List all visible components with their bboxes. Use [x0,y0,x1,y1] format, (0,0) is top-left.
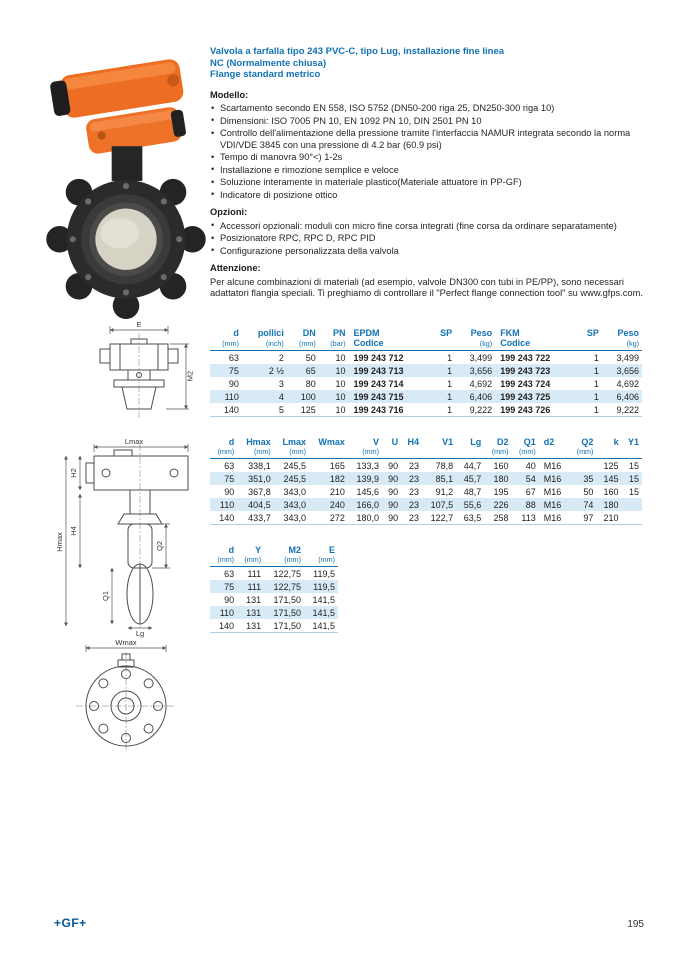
front-view-drawing [84,320,196,434]
table-cell: M16 [539,472,570,485]
table-cell: 240 [309,498,348,511]
table-cell: 195 [493,486,509,497]
column-unit: (mm) [210,338,242,351]
table-cell: 160 [603,486,619,497]
dim-label-q2: Q2 [155,540,164,552]
opzioni-bullet-list [210,221,644,258]
column-unit [596,447,621,459]
table-cell: 75 [210,472,237,485]
column-header: D2 [496,437,509,447]
table-cell: M16 [543,486,562,497]
table-cell: 2 [278,352,284,363]
dim-label-m2: M2 [185,370,195,382]
table-cell: 88 [512,498,539,511]
side-view-drawing [54,436,204,638]
table-cell: 1 [577,390,602,403]
bullet-item: • Tempo di manovra 90°<) 1-2s [210,152,644,164]
table-cell: 6,406 [602,390,642,403]
column-unit [401,447,422,459]
table-cell: 10 [319,403,349,417]
bullet-item: • Scartamento secondo EN 558, ISO 5752 (DN50-200 riga 25, DN250-300 riga 10) [210,103,644,115]
table-cell: 80 [305,378,316,389]
table-cell: 3,656 [602,364,642,377]
dim-label-e: E [136,320,142,329]
table-cell: 180,0 [348,511,382,525]
table-cell: 1 [430,403,455,417]
table-cell: 48,7 [463,486,482,497]
dimensions-table [210,436,642,525]
table-cell: 107,5 [422,498,456,511]
table-cell: 3 [278,378,284,389]
table-cell: 111 [247,568,262,579]
table-cell: 90 [382,511,401,525]
column-unit [577,338,602,351]
column-header: EPDM [353,328,380,338]
table-cell: 90 [228,378,239,389]
table-row [210,351,642,365]
table-cell: 145 [596,472,621,485]
table-cell: 122,7 [422,511,456,525]
valve-product-photo [44,46,208,320]
column-unit: (kg) [602,338,642,351]
column-unit: (inch) [242,338,287,351]
bullet-item: • Soluzione interamente in materiale plastico(Materiale attuatore in PP-GF) [210,177,644,189]
bullet-item: • Indicatore di posizione ottico [210,190,644,202]
column-header: d [233,328,239,338]
table-cell: 131 [237,606,264,619]
table-cell: 63,5 [456,511,484,525]
bullet-item: • Installazione e rimozione semplice e veloce [210,165,644,177]
column-header: Y1 [627,437,639,447]
table-cell: 131 [237,619,264,633]
table-cell: 90 [382,498,401,511]
column-unit: Codice [495,338,576,351]
table-cell: 90 [388,460,399,471]
table-cell: M16 [543,460,562,471]
column-header: Lg [470,437,482,447]
table-cell: 40 [525,460,536,471]
table-cell: 10 [335,378,346,389]
table-cell: 141,5 [312,594,335,605]
column-unit: (mm) [484,447,511,459]
table-cell: 343,0 [274,511,309,525]
column-header: Q1 [523,437,536,447]
table-cell: 5 [242,403,287,417]
table-cell: 1 [447,378,453,389]
bullet-item: • Dimensioni: ISO 7005 PN 10, EN 1092 PN 10, DIN 2501 PN 10 [210,116,644,128]
table-cell: M16 [539,511,570,525]
table-cell: 110 [210,390,242,403]
table-row [210,606,338,619]
column-unit: (kg) [455,338,495,351]
table-cell: 160 [493,460,509,471]
column-header: k [613,437,619,447]
column-unit: (mm) [348,447,382,459]
table-cell: 125 [287,403,319,417]
column-unit: Codice [348,338,429,351]
column-header: V1 [442,437,454,447]
table-cell: 3,499 [469,352,493,363]
table-cell: 165 [329,460,345,471]
table-cell: 3,656 [455,364,495,377]
column-header: Hmax [246,437,271,447]
table-cell: 23 [409,486,420,497]
table-cell: 75 [210,580,237,593]
table-cell: 90 [224,486,235,497]
table-row [210,364,642,377]
table-cell: 2 ½ [242,364,287,377]
table-row [210,403,642,417]
table-cell: 122,75 [273,568,302,579]
table-cell: 90 [224,594,235,605]
table-cell: 343,0 [283,486,306,497]
table-cell [622,498,642,511]
table-cell: 133,3 [356,460,379,471]
table-cell: 199 243 724 [500,378,551,389]
table-cell: 23 [401,472,422,485]
column-header: SP [586,328,599,338]
table-row [210,377,642,390]
table-cell: 171,50 [264,619,304,633]
table-cell: 63 [224,568,235,579]
column-unit: (mm) [210,555,237,567]
table-cell: 199 243 726 [495,403,576,417]
column-header: FKM [500,328,520,338]
table-cell: 50 [305,352,316,363]
table-cell: 45,7 [456,472,484,485]
table-cell: 1 [577,364,602,377]
column-header: Lmax [282,437,306,447]
table-cell: 272 [309,511,348,525]
column-unit: (mm) [237,555,264,567]
table-cell: 63 [228,352,239,363]
table-cell: 67 [525,486,536,497]
table-cell [622,511,642,525]
column-header: pollici [257,328,284,338]
bullet-item: • Posizionatore RPC, RPC D, RPC PID [210,233,644,245]
table-cell: 54 [512,472,539,485]
table-cell: 258 [484,511,511,525]
flange-view-drawing [58,638,194,752]
flange-view-graphic [58,638,194,752]
column-header: PN [332,328,346,338]
table-cell: 50 [583,486,594,497]
column-header: d [228,437,235,447]
table-cell: 139,9 [348,472,382,485]
table-cell: 1 [577,403,602,417]
section-heading-opzioni: Opzioni: [210,207,248,218]
table-cell: 180 [596,498,621,511]
table-cell: 10 [335,352,346,363]
dim-label-wmax: Wmax [115,638,137,647]
title-line-2: NC (Normalmente chiusa) [210,57,327,69]
table-cell: 3,499 [616,352,639,363]
order-codes-table [210,327,642,417]
table-cell: 1 [430,364,455,377]
column-header: M2 [288,545,302,555]
table-cell: 140 [210,619,237,633]
bullet-item: • Controllo dell'alimentazione della pressione tramite l'interfaccia NAMUR integrata secondo la norma VDI/VDE 3845 con una pressione di 4.2 bar (60.9 psi) [210,128,644,151]
table-cell: 90 [388,486,399,497]
valve-photo-graphic [44,46,208,320]
table-cell: 119,5 [313,568,335,579]
dim-label-h2: H2 [69,468,78,478]
table-cell: 15 [628,460,639,471]
table-row [210,498,642,511]
column-unit: (mm) [237,447,273,459]
column-header: Y [255,545,262,555]
column-header: DN [302,328,316,338]
column-unit: (mm) [210,447,237,459]
table-cell: 23 [401,511,422,525]
table-row [210,580,338,593]
table-cell: 90 [382,472,401,485]
column-unit: (mm) [304,555,338,567]
table-cell: 125 [603,460,619,471]
description-column [210,46,644,300]
table-cell: 199 243 722 [500,352,551,363]
table-cell: M16 [539,498,570,511]
table-cell: 100 [287,390,319,403]
attenzione-text: Per alcune combinazioni di materiali (ad esempio, valvole DN300 con tubi in PE/PP), sono necessari adattatori flangia speciali. Ti preghiamo di controllare il "Perfect flange connection tool" su www.gfps.com. [210,276,643,299]
column-unit [430,338,455,351]
column-unit: (bar) [319,338,349,351]
table-cell: 433,7 [237,511,273,525]
table-cell: 9,222 [602,403,642,417]
table-cell: 226 [484,498,511,511]
column-unit [456,447,484,459]
table-cell: 63 [224,460,235,471]
table-cell [569,459,596,473]
title-line-1: Valvola a farfalla tipo 243 PVC-C, tipo Lug, installazione fine linea [210,46,505,57]
column-header: V [372,437,379,447]
table-row [210,619,338,633]
table-cell: 131 [246,594,262,605]
table-cell: 338,1 [248,460,271,471]
table-cell: 10 [319,390,349,403]
column-unit: (mm) [287,338,319,351]
table-cell: 97 [569,511,596,525]
table-cell: 199 243 713 [348,364,429,377]
table-cell: 78,8 [435,460,454,471]
table-cell: 210 [596,511,621,525]
table-cell: 1 [430,390,455,403]
column-unit [622,447,642,459]
table-cell: 245,5 [283,460,306,471]
front-view-graphic [84,320,196,434]
table-cell: 351,0 [237,472,273,485]
table-cell: 74 [569,498,596,511]
table-cell: 110 [210,498,237,511]
column-unit [309,447,348,459]
table-cell: 171,50 [264,606,304,619]
column-header: Peso [617,328,639,338]
dim-label-lmax: Lmax [124,437,144,446]
table-cell: 15 [628,486,639,497]
table-cell: 245,5 [274,472,309,485]
column-unit: (mm) [512,447,539,459]
table-row [210,567,338,581]
table-cell: 9,222 [455,403,495,417]
table-cell: 343,0 [274,498,309,511]
table-row [210,390,642,403]
table-cell: 6,406 [455,390,495,403]
dim-label-hmax: Hmax [55,532,64,552]
table-cell: 1 [593,378,599,389]
table-cell: 23 [409,460,420,471]
column-header: U [391,437,399,447]
table-cell: 166,0 [348,498,382,511]
table-cell: 404,5 [237,498,273,511]
table-cell: 122,75 [264,580,304,593]
table-cell: 145,6 [356,486,379,497]
column-header: Wmax [318,437,345,447]
table-cell: 199 243 715 [348,390,429,403]
table-cell: 140 [210,511,237,525]
table-cell: 4,692 [469,378,493,389]
column-unit [422,447,456,459]
section-heading-attenzione: Attenzione: [210,263,261,274]
column-header: H4 [407,437,420,447]
column-header: d2 [543,437,555,447]
table-cell: 75 [210,364,242,377]
table-cell: 110 [210,606,237,619]
bullet-item: • Configurazione personalizzata della valvola [210,246,644,258]
bullet-item: • Accessori opzionali: moduli con micro fine corsa integrati (fine corsa da ordinare separatamente) [210,221,644,233]
section-heading-modello: Modello: [210,89,249,100]
table-cell: 15 [622,472,642,485]
table-cell: 210 [329,486,345,497]
table-cell: 4 [242,390,287,403]
table-cell: 4,692 [616,378,639,389]
dim-label-h4: H4 [69,526,78,536]
table-cell: 91,2 [435,486,454,497]
table-cell: 1 [447,352,453,363]
table-cell: 171,50 [273,594,302,605]
table-cell: 141,5 [304,606,338,619]
column-unit: (mm) [274,447,309,459]
gf-logo: +GF+ [54,916,87,930]
column-header: Q2 [581,437,594,447]
table-cell: 23 [401,498,422,511]
table-cell: 180 [484,472,511,485]
page-number: 195 [627,919,644,930]
column-header: SP [440,328,453,338]
page-title [210,46,644,81]
table-cell: 65 [287,364,319,377]
table-cell: 199 243 716 [348,403,429,417]
column-unit [382,447,401,459]
column-header: Peso [470,328,493,338]
column-header: d [228,545,235,555]
table-cell: 199 243 712 [353,352,404,363]
table-cell: 44,7 [463,460,482,471]
table-row [210,593,338,606]
title-line-3: Flange standard metrico [210,69,321,81]
table-cell: 119,5 [304,580,338,593]
table-cell: 199 243 725 [495,390,576,403]
dim-label-q1: Q1 [101,590,110,602]
table-cell: 140 [210,403,242,417]
table-cell: 367,8 [248,486,271,497]
table-cell: 35 [569,472,596,485]
table-cell: 113 [512,511,539,525]
table-row [210,472,642,485]
table-cell: 55,6 [456,498,484,511]
table-row [210,511,642,525]
table-cell: 199 243 723 [495,364,576,377]
column-unit: (mm) [264,555,304,567]
table-cell: 199 243 714 [353,378,404,389]
table-row [210,459,642,473]
table-cell: 1 [593,352,599,363]
table-row [210,485,642,498]
dimensions-table-2 [210,544,338,633]
table-cell: 85,1 [422,472,456,485]
column-unit [539,447,570,459]
column-header: E [328,545,335,555]
dim-label-lg: Lg [135,629,145,638]
table-cell: 111 [237,580,264,593]
table-cell: 10 [319,364,349,377]
table-cell: 182 [309,472,348,485]
column-unit: (mm) [569,447,596,459]
table-cell: 141,5 [304,619,338,633]
side-view-graphic [54,436,204,638]
modello-bullet-list [210,103,644,201]
